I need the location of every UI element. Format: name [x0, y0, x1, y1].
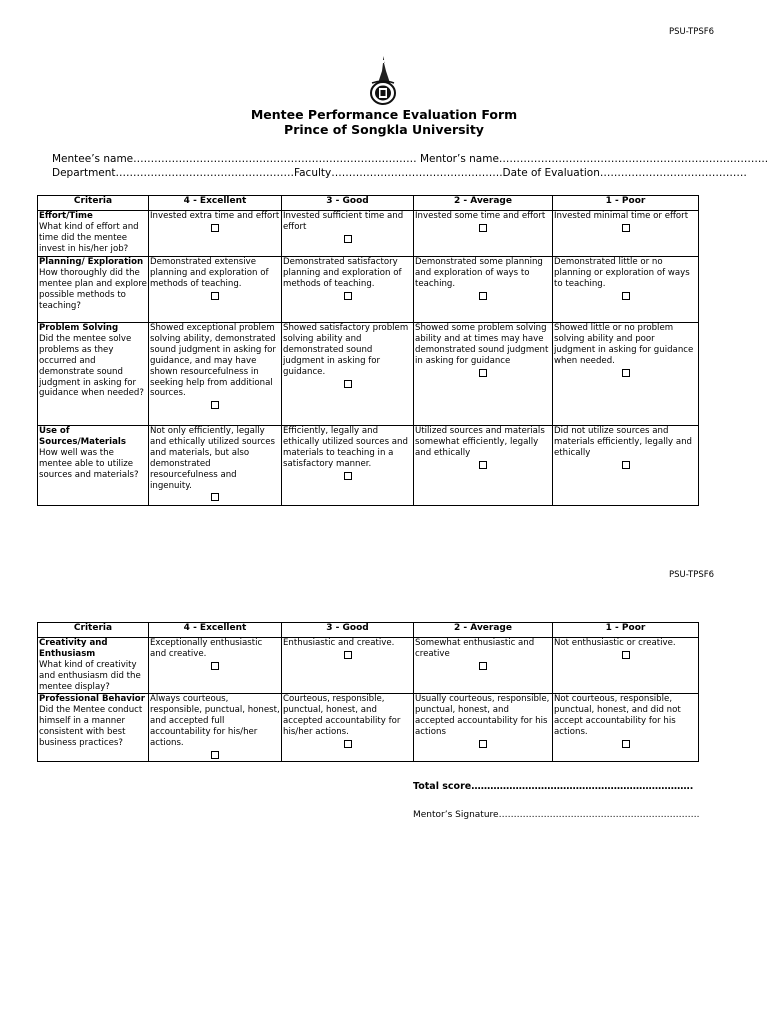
name-fields-row: Mentee’s name……………………………………………………………………… Mentor’s name…………………………………………………………………..: [52, 153, 768, 165]
rating-checkbox[interactable]: [479, 224, 487, 232]
rating-cell: [282, 426, 414, 506]
criterion-question: What kind of creativity and enthusiasm did the mentee display?: [39, 659, 141, 692]
rating-cell: [553, 638, 699, 694]
form-code: PSU-TPSF6: [669, 27, 715, 37]
rating-checkbox[interactable]: [344, 380, 352, 388]
rating-description: Somewhat enthusiastic and creative: [415, 638, 535, 659]
rating-description: Demonstrated little or no planning or exploration of ways to teaching.: [554, 257, 690, 289]
rating-cell: [282, 211, 414, 257]
criterion-question: What kind of effort and time did the mentee invest in his/her job?: [39, 221, 139, 254]
criteria-cell: [38, 257, 149, 323]
rating-checkbox[interactable]: [479, 461, 487, 469]
table-row: [38, 257, 699, 323]
rating-description: Did not utilize sources and materials efficiently, legally and ethically: [554, 426, 692, 458]
table-row: [38, 323, 699, 426]
table-row: [38, 638, 699, 694]
rating-cell: [414, 694, 553, 762]
rating-checkbox[interactable]: [211, 401, 219, 409]
rating-cell: [149, 257, 282, 323]
rating-checkbox[interactable]: [479, 740, 487, 748]
rating-description: Showed some problem solving ability and at times may have demonstrated sound judgment in asking for guidance: [415, 323, 549, 366]
rating-checkbox[interactable]: [622, 651, 630, 659]
rating-description: Enthusiastic and creative.: [283, 638, 395, 648]
rating-checkbox[interactable]: [344, 740, 352, 748]
criteria-cell: [38, 638, 149, 694]
criterion-name: Planning/ Exploration: [39, 257, 144, 267]
header-average: 2 - Average: [414, 196, 553, 211]
header-poor: 1 - Poor: [553, 196, 699, 211]
rating-checkbox[interactable]: [211, 751, 219, 759]
rating-description: Always courteous, responsible, punctual, honest, and accepted full accountability for his/her actions.: [150, 694, 280, 748]
criterion-name: Effort/Time: [39, 211, 93, 221]
rating-description: Utilized sources and materials somewhat efficiently, legally and ethically: [415, 426, 545, 458]
rating-checkbox[interactable]: [622, 740, 630, 748]
rating-description: Invested some time and effort: [415, 211, 546, 221]
rating-cell: [553, 323, 699, 426]
university-name: Prince of Songkla University: [284, 122, 484, 137]
rating-cell: [149, 426, 282, 506]
rating-checkbox[interactable]: [211, 662, 219, 670]
rating-description: Showed little or no problem solving ability and poor judgment in asking for guidance when needed.: [554, 323, 694, 366]
rating-description: Showed satisfactory problem solving ability and demonstrated sound judgment in asking for guidance.: [283, 323, 409, 377]
rating-checkbox[interactable]: [622, 369, 630, 377]
rating-checkbox[interactable]: [479, 369, 487, 377]
header-good: 3 - Good: [282, 196, 414, 211]
criteria-cell: [38, 211, 149, 257]
rating-description: Invested sufficient time and effort: [283, 211, 404, 232]
rating-cell: [149, 638, 282, 694]
rating-checkbox[interactable]: [344, 235, 352, 243]
rating-checkbox[interactable]: [211, 224, 219, 232]
rating-description: Not only efficiently, legally and ethically utilized sources and materials, but also demonstrated resourcefulness and ingenuity.: [150, 426, 275, 491]
rating-description: Usually courteous, responsible, punctual, honest, and accepted accountability for his actions: [415, 694, 550, 737]
header-criteria: Criteria: [38, 623, 149, 638]
rating-checkbox[interactable]: [344, 472, 352, 480]
rating-description: Demonstrated some planning and exploration of ways to teaching.: [415, 257, 543, 289]
evaluation-table-page1: [37, 195, 699, 506]
rating-checkbox[interactable]: [344, 292, 352, 300]
total-score-line: Total score…………………………………………………………….: [413, 781, 694, 792]
rating-cell: [149, 323, 282, 426]
form-title: Mentee Performance Evaluation Form: [250, 107, 518, 122]
rating-cell: [282, 638, 414, 694]
criterion-name: Creativity and Enthusiasm: [39, 638, 108, 659]
table-header-row: [38, 623, 699, 638]
table-row: [38, 211, 699, 257]
criteria-cell: [38, 426, 149, 506]
rating-description: Showed exceptional problem solving ability, demonstrated sound judgment in asking for guidance, and may have shown resourcefulness in seeking help from additional sources.: [150, 323, 276, 399]
rating-checkbox[interactable]: [479, 292, 487, 300]
rating-checkbox[interactable]: [622, 461, 630, 469]
table-header-row: [38, 196, 699, 211]
rating-description: Demonstrated satisfactory planning and exploration of methods of teaching.: [283, 257, 402, 289]
rating-description: Efficiently, legally and ethically utilized sources and materials to teaching in a satisfactory manner.: [283, 426, 408, 469]
header-poor: 1 - Poor: [553, 623, 699, 638]
university-seal-logo: [368, 55, 398, 105]
rating-cell: [149, 694, 282, 762]
rating-description: Exceptionally enthusiastic and creative.: [150, 638, 263, 659]
rating-description: Not enthusiastic or creative.: [554, 638, 676, 648]
rating-description: Invested minimal time or effort: [554, 211, 689, 221]
criterion-question: How well was the mentee able to utilize sources and materials?: [39, 447, 139, 480]
rating-cell: [414, 211, 553, 257]
rating-cell: [282, 257, 414, 323]
rating-checkbox[interactable]: [211, 493, 219, 501]
rating-cell: [414, 426, 553, 506]
form-code: PSU-TPSF6: [669, 570, 715, 580]
criterion-question: How thoroughly did the mentee plan and explore possible methods to teaching?: [39, 267, 147, 311]
header-average: 2 - Average: [414, 623, 553, 638]
rating-cell: [553, 694, 699, 762]
criterion-name: Use of Sources/Materials: [39, 426, 126, 447]
department-fields-row: Department……………………………………………Faculty………………………………………….Date of Evaluation……………………………………: [52, 167, 747, 179]
table-row: [38, 426, 699, 506]
rating-cell: [414, 323, 553, 426]
rating-cell: [149, 211, 282, 257]
evaluation-table-page2: [37, 622, 699, 762]
header-excellent: 4 - Excellent: [149, 196, 282, 211]
rating-cell: [553, 426, 699, 506]
mentor-signature-line: Mentor’s Signature………………………………………………………….: [413, 810, 700, 820]
rating-checkbox[interactable]: [479, 662, 487, 670]
criteria-cell: [38, 323, 149, 426]
rating-cell: [282, 323, 414, 426]
rating-checkbox[interactable]: [622, 292, 630, 300]
header-criteria: Criteria: [38, 196, 149, 211]
rating-cell: [414, 257, 553, 323]
rating-cell: [414, 638, 553, 694]
table-row: [38, 694, 699, 762]
criteria-cell: [38, 694, 149, 762]
rating-description: Demonstrated extensive planning and exploration of methods of teaching.: [150, 257, 269, 289]
criterion-name: Professional Behavior: [39, 694, 145, 704]
criterion-question: Did the mentee solve problems as they occurred and demonstrate sound judgment in asking for guidance when needed?: [39, 333, 144, 399]
rating-description: Courteous, responsible, punctual, honest, and accepted accountability for his/her actions.: [283, 694, 401, 737]
rating-description: Invested extra time and effort: [150, 211, 280, 221]
rating-checkbox[interactable]: [622, 224, 630, 232]
header-good: 3 - Good: [282, 623, 414, 638]
rating-cell: [553, 211, 699, 257]
criterion-name: Problem Solving: [39, 323, 119, 333]
rating-description: Not courteous, responsible, punctual, honest, and did not accept accountability for his actions.: [554, 694, 681, 737]
header-excellent: 4 - Excellent: [149, 623, 282, 638]
rating-cell: [553, 257, 699, 323]
criterion-question: Did the Mentee conduct himself in a manner consistent with best business practices?: [39, 704, 143, 748]
rating-cell: [282, 694, 414, 762]
rating-checkbox[interactable]: [344, 651, 352, 659]
rating-checkbox[interactable]: [211, 292, 219, 300]
